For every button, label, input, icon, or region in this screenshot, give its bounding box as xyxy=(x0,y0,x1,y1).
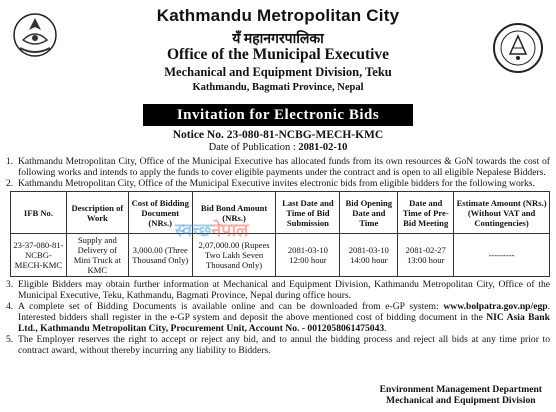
item-text: Kathmandu Metropolitan City, Office of the Municipal Executive has allocated funds from its own resources & GoN towards the cost of following works and intends to apply the funds to cover eligible payments under the contract and is open to all eligible Nepalese Bidders. xyxy=(18,156,550,178)
table-header-row xyxy=(11,192,550,234)
address: Kathmandu, Bagmati Province, Nepal xyxy=(192,82,364,93)
footer-division: Mechanical and Equipment Division xyxy=(386,395,536,406)
watermark-part-1: स्वच्छ xyxy=(175,220,212,241)
city-name-nepali: यँ महानगरपालिका xyxy=(232,32,324,47)
cell-doc-cost: 3,000.00 (Three Thousand Only) xyxy=(128,234,192,277)
cell-description: Supply and Delivery of Mini Truck at KMC xyxy=(66,234,128,277)
publication-date-label: Date of Publication : xyxy=(208,142,299,153)
col-doc-cost: Cost of Bidding Document (NRs.) xyxy=(128,192,192,234)
item-number: 5. xyxy=(6,334,14,345)
footer-department: Environment Management Department xyxy=(379,384,542,395)
item-text-pre: A complete set of Bidding Documents is available online and can be downloaded from e-GP system: xyxy=(18,301,444,312)
col-description: Description of Work xyxy=(66,192,128,234)
publication-date xyxy=(6,142,550,154)
egp-link[interactable]: www.bolpatra.gov.np/egp xyxy=(443,301,548,312)
cell-prebid-date: 2081-02-27 13:00 hour xyxy=(398,234,454,277)
item-text: Kathmandu Metropolitan City, Office of the Municipal Executive invites electronic bids from eligible bidders for the following works. xyxy=(18,178,535,189)
cell-opening-date: 2081-03-10 14:00 hour xyxy=(340,234,398,277)
list-item xyxy=(6,301,550,334)
item-text-end: . xyxy=(384,323,387,334)
col-prebid-date: Date and Time of Pre-Bid Meeting xyxy=(398,192,454,234)
item-text xyxy=(18,301,550,334)
watermark-part-2: नेपाल xyxy=(211,220,249,241)
publication-date-value: 2081-02-10 xyxy=(298,142,348,153)
item-number: 3. xyxy=(6,279,14,290)
cell-last-date: 2081-03-10 12:00 hour xyxy=(276,234,340,277)
col-bid-bond: Bid Bond Amount (NRs.) xyxy=(192,192,276,234)
bid-table xyxy=(10,191,550,277)
list-item xyxy=(6,334,550,356)
office-name: Office of the Municipal Executive xyxy=(166,46,390,63)
letterhead xyxy=(6,4,550,110)
cell-ifb-no: 23-37-080-81-NCBG-MECH-KMC xyxy=(11,234,67,277)
signature-block xyxy=(380,384,542,406)
item-text: The Employer reserves the right to accept or reject any bid, and to annul the bidding process and reject all bids at any time prior to contract award, without thereby incurring any liability to Bidders. xyxy=(18,334,550,356)
item-text: Eligible Bidders may obtain further information at Mechanical and Equipment Division, Kathmandu Metropolitan City, Office of the Municipal Executive, Teku, Kathmandu, Bagmati Province, Nepal during office hours. xyxy=(18,279,550,301)
city-name: Kathmandu Metropolitan City xyxy=(156,6,400,25)
list-item xyxy=(6,279,550,301)
col-last-date: Last Date and Time of Bid Submission xyxy=(276,192,340,234)
col-ifb-no: IFB No. xyxy=(11,192,67,234)
col-estimate: Estimate Amount (NRs.) (Without VAT and Contingencies) xyxy=(454,192,550,234)
item-text-mid: . Interested bidders shall register in the e-GP system and deposit the above mentioned cost of bidding document in the xyxy=(18,301,550,323)
item-number: 4. xyxy=(6,301,14,312)
bank-account: NIC Asia Bank Ltd., Kathmandu Metropolitan City, Procurement Unit, Account No. - 0012058061475043 xyxy=(18,312,550,334)
table-row xyxy=(11,234,550,277)
item-number: 2. xyxy=(6,178,14,189)
list-item xyxy=(6,178,550,189)
notice-number: Notice No. 23-080-81-NCBG-MECH-KMC xyxy=(172,129,384,141)
col-opening-date: Bid Opening Date and Time xyxy=(340,192,398,234)
cell-estimate: --------- xyxy=(454,234,550,277)
item-number: 1. xyxy=(6,156,14,167)
list-item xyxy=(6,156,550,178)
division-name: Mechanical and Equipment Division, Teku xyxy=(164,65,392,79)
cell-bid-bond: 2,07,000.00 (Rupees Two Lakh Seven Thousand Only) xyxy=(192,234,276,277)
notice-banner: Invitation for Electronic Bids xyxy=(143,104,413,126)
